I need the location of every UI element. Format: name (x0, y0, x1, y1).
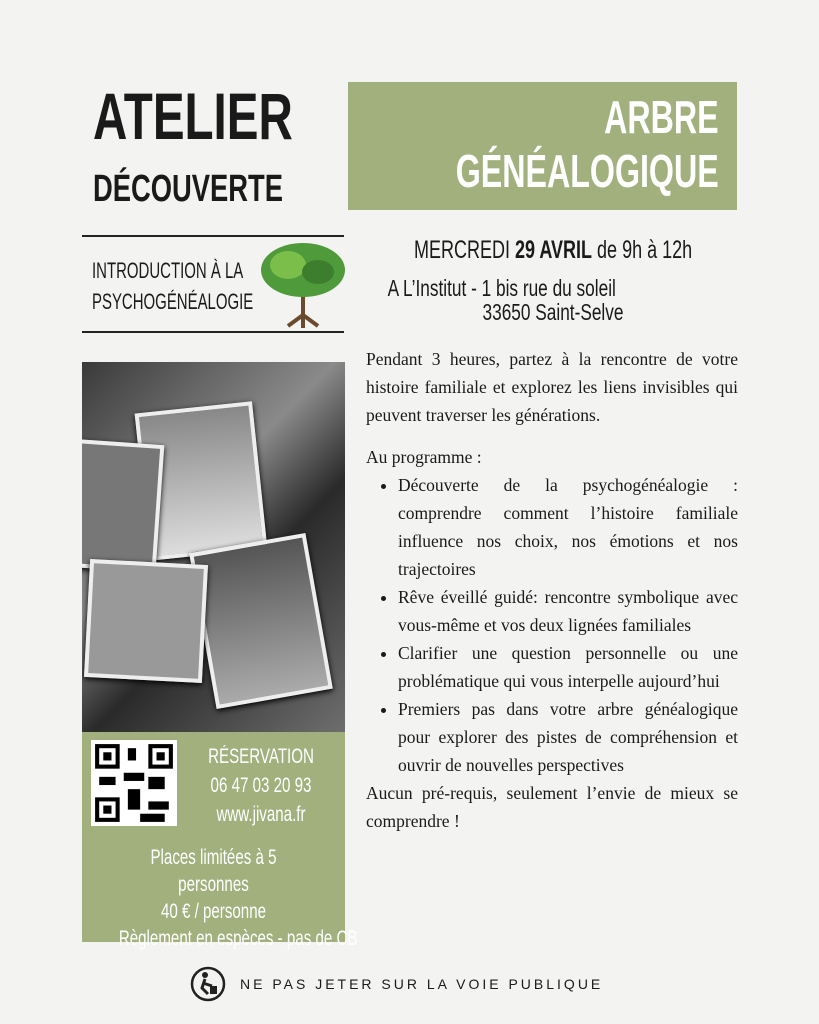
banner-line: GÉNÉALOGIQUE (455, 145, 719, 197)
reservation-label: RÉSERVATION (208, 745, 314, 768)
program-heading: Au programme : (366, 447, 482, 467)
title: ATELIER (93, 79, 293, 153)
subtitle: DÉCOUVERTE (93, 168, 284, 210)
title-banner (348, 82, 737, 210)
tree-icon (258, 240, 348, 328)
reservation-box (82, 732, 358, 950)
description (366, 345, 738, 835)
photo-collage (82, 362, 345, 732)
divider (82, 235, 344, 237)
description-text: Pendant 3 heures, partez à la rencontre de votre histoire familiale et explorez les liens invisibles qui peuvent traverser les générations. (366, 349, 738, 425)
payment-info: Règlement en espèces - pas de CB (118, 927, 358, 950)
closing-text: Aucun pré-requis, seulement l’envie de mieux se comprendre ! (366, 783, 738, 831)
event-address (348, 276, 758, 324)
list-item: • Rêve éveillé guidé: rencontre symbolique avec vous-même et vos deux lignées familiales (398, 583, 738, 639)
intro-line: PSYCHOGÉNÉALOGIE (92, 289, 254, 314)
places-info: Places limitées à 5 personnes (150, 846, 277, 896)
intro-line: INTRODUCTION À LA (92, 258, 244, 283)
footer (190, 966, 603, 1002)
qr-code-icon[interactable] (91, 740, 177, 826)
banner-line: ARBRE (604, 91, 719, 143)
program-list (366, 471, 738, 779)
phone-number[interactable]: 06 47 03 20 93 (210, 774, 312, 797)
event-time: de 9h à 12h (597, 236, 693, 264)
recycle-bin-icon (190, 966, 226, 1002)
divider (82, 331, 344, 333)
address-line: A L’Institut - 1 bis rue du soleil (387, 275, 616, 301)
address-line: 33650 Saint-Selve (482, 299, 624, 325)
website-link[interactable]: www.jivana.fr (216, 803, 306, 826)
event-date (414, 236, 692, 265)
intro-text (92, 255, 253, 317)
price-info: 40 € / personne (160, 900, 267, 923)
event-date-value: 29 AVRIL (515, 236, 593, 264)
footer-text: NE PAS JETER SUR LA VOIE PUBLIQUE (240, 976, 604, 992)
list-item: • Clarifier une question personnelle ou une problématique qui vous interpelle aujourd’hui (398, 639, 738, 695)
list-item: • Premiers pas dans votre arbre généalogique pour explorer des pistes de compréhension et ouvrir de nouvelles perspectives (398, 695, 738, 779)
list-item: • Découverte de la psychogénéalogie : comprendre comment l’histoire familiale influence nos choix, nos émotions et nos trajectoires (398, 471, 738, 583)
event-day: MERCREDI (414, 236, 511, 264)
